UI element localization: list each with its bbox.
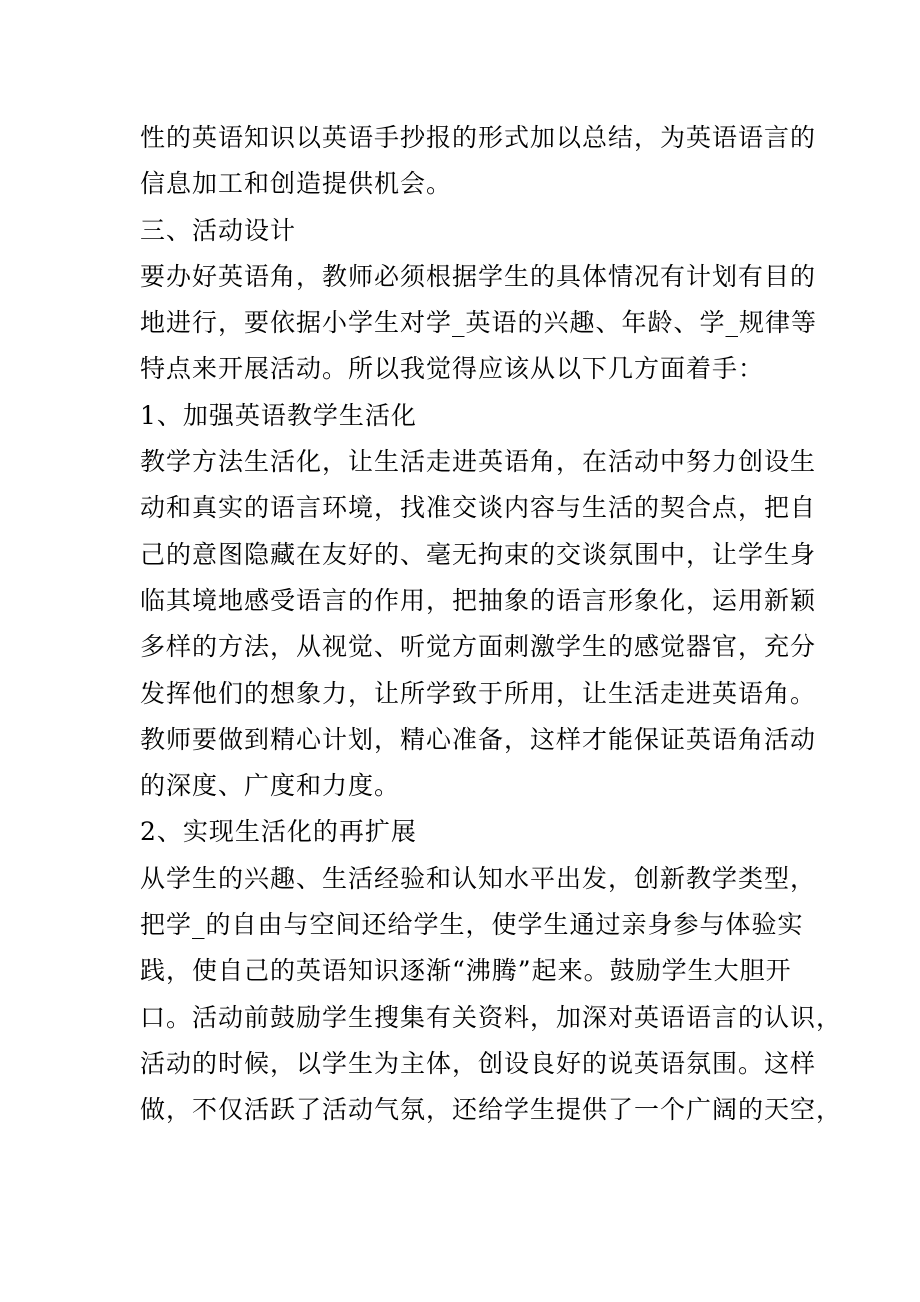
text-line: 性的英语知识以英语手抄报的形式加以总结，为英语语言的 [140, 123, 817, 152]
text-line: 活动的时候，以学生为主体，创设良好的说英语氛围。这样 [140, 1048, 817, 1078]
text-line: 从学生的兴趣、生活经验和认知水平出发，创新教学类型， [140, 863, 817, 893]
text-line: 地进行，要依据小学生对学_英语的兴趣、年龄、学_规律等 [140, 308, 818, 338]
text-line: 口。活动前鼓励学生搜集有关资料，加深对英语语言的认识， [140, 1002, 843, 1032]
text-line: 教学方法生活化，让生活走进英语角，在活动中努力创设生 [140, 447, 817, 477]
text-line: 践，使自己的英语知识逐渐“沸腾”起来。鼓励学生大胆开 [140, 956, 792, 986]
text-line: 信息加工和创造提供机会。 [140, 169, 453, 199]
text-line: 动和真实的语言环境，找准交谈内容与生活的契合点，把自 [140, 493, 817, 523]
text-line: 做，不仅活跃了活动气氛，还给学生提供了一个广阔的天空， [140, 1095, 843, 1125]
subsection-heading: 1、加强英语教学生活化 [140, 400, 417, 430]
text-line: 要办好英语角，教师必须根据学生的具体情况有计划有目的 [140, 261, 817, 291]
text-line: 多样的方法，从视觉、听觉方面刺激学生的感觉器官，充分 [140, 632, 817, 662]
section-heading: 三、活动设计 [140, 215, 297, 245]
document-body [140, 115, 843, 1134]
text-line: 教师要做到精心计划，精心准备，这样才能保证英语角活动 [140, 724, 817, 754]
text-line: 己的意图隐藏在友好的、毫无拘束的交谈氛围中，让学生身 [140, 539, 817, 569]
text-line: 的深度、广度和力度。 [140, 771, 401, 801]
text-line: 把学_的自由与空间还给学生，使学生通过亲身参与体验实 [140, 910, 804, 940]
subsection-heading: 2、实现生活化的再扩展 [140, 817, 417, 847]
text-line: 临其境地感受语言的作用，把抽象的语言形象化，运用新颖 [140, 585, 817, 615]
text-line: 发挥他们的想象力，让所学致于所用，让生活走进英语角。 [140, 678, 817, 708]
text-line: 特点来开展活动。所以我觉得应该从以下几方面着手： [140, 354, 765, 384]
